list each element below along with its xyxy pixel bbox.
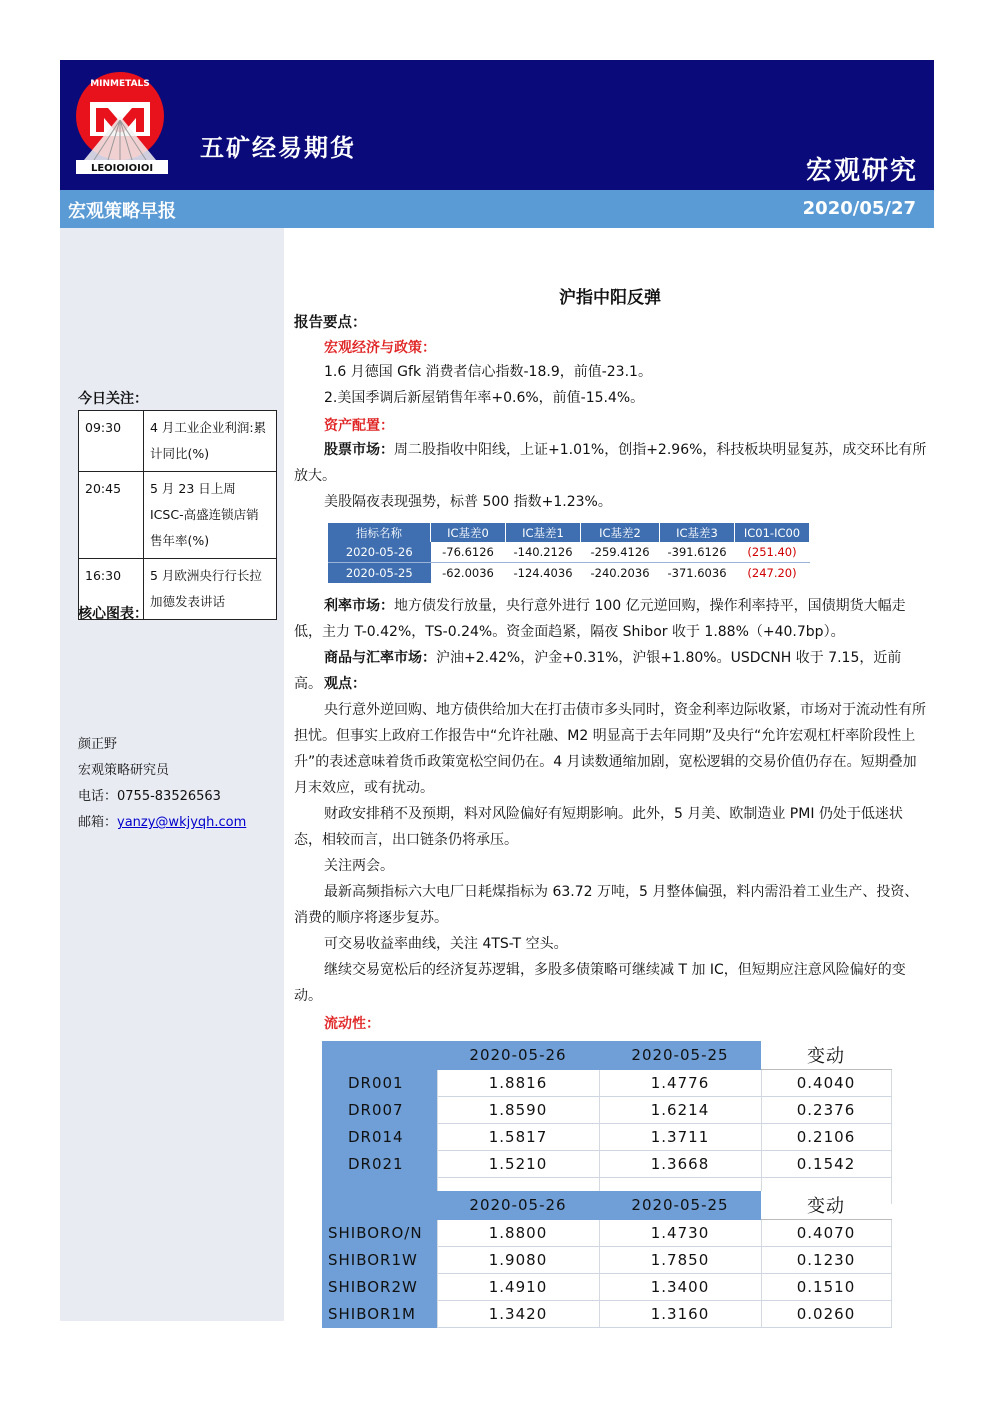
commodity-text: 沪油+2.42%，沪金+0.31%，沪银+1.80%。USDCNH 收于 7.15，近前高。 <box>294 650 902 692</box>
column-header: 2020-05-25 <box>599 1041 761 1070</box>
view-paragraph-5: 可交易收益率曲线，关注 4TS-T 空头。 <box>324 936 568 952</box>
table-row <box>79 472 277 559</box>
table-cell: 1.6214 <box>599 1097 761 1124</box>
report-date: 2020/05/27 <box>802 198 916 219</box>
table-cell: 0.2376 <box>761 1097 891 1124</box>
column-header: 2020-05-25 <box>599 1191 761 1220</box>
stock-text: 周二股指收中阳线，上证+1.01%，创指+2.96%，科技板块明显复苏，成交环比有所放大。 <box>294 442 927 484</box>
rate-name: DR001 <box>322 1070 437 1097</box>
report-type: 宏观策略早报 <box>68 201 176 222</box>
rate-name: SHIBOR1M <box>322 1301 437 1328</box>
column-header: 2020-05-26 <box>437 1041 599 1070</box>
table-cell: (251.40) <box>735 542 810 563</box>
table-cell: (247.20) <box>747 566 797 580</box>
corner-cell <box>322 1191 437 1220</box>
table-cell: -259.4126 <box>581 542 660 563</box>
asset-section-heading: 资产配置： <box>324 418 394 434</box>
rate-text: 地方债发行放量，央行意外进行 100 亿元逆回购，操作利率持平，国债期货大幅走低，主力 T-0.42%，TS-0.24%。资金面趋紧，隔夜 Shibor 收于 1.88%（+40.7bp）。 <box>294 598 906 640</box>
column-header: IC基差2 <box>581 523 660 542</box>
author-phone: 电话：0755-83526563 <box>78 789 221 804</box>
stock-paragraph <box>294 437 928 489</box>
column-header: IC01-IC00 <box>735 523 810 542</box>
table-cell: 0.1542 <box>761 1151 891 1178</box>
commodity-lead: 商品与汇率市场： <box>324 650 436 666</box>
table-cell: 1.4730 <box>599 1220 761 1247</box>
view-heading <box>294 671 928 697</box>
table-cell: 0.4070 <box>761 1220 891 1247</box>
table-cell: 1.3711 <box>599 1124 761 1151</box>
rate-name: SHIBOR2W <box>322 1274 437 1301</box>
table-cell: -140.2126 <box>506 542 581 563</box>
event-desc: 5 月 23 日上周 ICSC-高盛连锁店销售年率(%) <box>144 472 277 559</box>
column-header: IC基差0 <box>431 523 506 542</box>
table-header-row <box>322 1191 891 1220</box>
table-row <box>322 1247 891 1274</box>
table-cell: 1.4776 <box>599 1070 761 1097</box>
table-row <box>79 411 277 472</box>
core-chart-heading: 核心图表： <box>78 606 148 622</box>
table-row <box>322 1070 891 1097</box>
column-header: IC基差1 <box>506 523 581 542</box>
dr-rates-table <box>322 1041 892 1204</box>
author-email-row <box>78 811 246 830</box>
macro-item-2: 2.美国季调后新屋销售年率+0.6%，前值-15.4%。 <box>324 390 645 406</box>
table-row <box>328 542 810 563</box>
today-focus-heading: 今日关注： <box>78 391 148 407</box>
svg-text:LEOIOIOIOI: LEOIOIOIOI <box>90 163 154 174</box>
header-band <box>60 60 934 190</box>
author-name: 颜正野 <box>78 737 118 752</box>
table-cell: 1.3400 <box>599 1274 761 1301</box>
view-lead: 观点： <box>324 676 366 692</box>
company-name: 五矿经易期货 <box>200 134 356 162</box>
view-paragraph-2: 财政安排稍不及预期，料对风险偏好有短期影响。此外，5 月美、欧制造业 PMI 仍处于低迷状态，相较而言，出口链条仍将承压。 <box>294 806 903 848</box>
table-cell: 1.5210 <box>437 1151 599 1178</box>
rate-name: DR014 <box>322 1124 437 1151</box>
table-cell: 0.1510 <box>761 1274 891 1301</box>
macro-section-heading: 宏观经济与政策： <box>324 340 436 356</box>
column-header: 指标名称 <box>328 523 431 542</box>
column-header: 变动 <box>761 1191 891 1220</box>
table-cell: 1.5817 <box>437 1124 599 1151</box>
table-header-row <box>328 523 810 542</box>
event-desc: 5 月欧洲央行行长拉加德发表讲话 <box>144 559 277 620</box>
row-date: 2020-05-25 <box>328 563 431 584</box>
column-header: IC基差3 <box>660 523 735 542</box>
table-cell: 0.1230 <box>761 1247 891 1274</box>
table-cell: -240.2036 <box>590 566 650 580</box>
minmetals-logo <box>74 70 170 178</box>
table-cell: 1.4910 <box>437 1274 599 1301</box>
table-cell: 0.2106 <box>761 1124 891 1151</box>
table-row <box>322 1097 891 1124</box>
event-time: 20:45 <box>79 472 144 559</box>
event-time: 16:30 <box>79 559 144 620</box>
table-cell: -371.6036 <box>667 566 727 580</box>
liquidity-section-heading: 流动性： <box>324 1016 380 1032</box>
rate-name: DR007 <box>322 1097 437 1124</box>
table-cell: -124.4036 <box>513 566 573 580</box>
shibor-rates-table <box>322 1191 892 1328</box>
table-cell: 1.3420 <box>437 1301 599 1328</box>
table-cell: 1.8800 <box>437 1220 599 1247</box>
event-time: 09:30 <box>79 411 144 472</box>
rate-lead: 利率市场： <box>324 598 394 614</box>
table-cell: 1.7850 <box>599 1247 761 1274</box>
section-title: 宏观研究 <box>805 156 918 186</box>
email-label: 邮箱： <box>78 815 118 830</box>
table-cell: 1.3668 <box>599 1151 761 1178</box>
svg-text:MINMETALS: MINMETALS <box>90 79 150 89</box>
table-cell: 1.3160 <box>599 1301 761 1328</box>
ic-basis-table <box>328 523 810 583</box>
author-role: 宏观策略研究员 <box>78 763 170 778</box>
table-header-row <box>322 1041 891 1070</box>
table-row <box>328 563 810 584</box>
rate-paragraph <box>294 593 928 645</box>
table-row <box>322 1301 891 1328</box>
rate-name: DR021 <box>322 1151 437 1178</box>
table-cell: -76.6126 <box>431 542 506 563</box>
table-row <box>322 1124 891 1151</box>
table-cell: 0.4040 <box>761 1070 891 1097</box>
event-desc: 4 月工业企业利润:累计同比(%) <box>144 411 277 472</box>
view-paragraph-4: 最新高频指标六大电厂日耗煤指标为 63.72 万吨，5 月整体偏强，料内需沿着工业生产、投资、消费的顺序将逐步复苏。 <box>294 884 919 926</box>
column-header: 2020-05-26 <box>437 1191 599 1220</box>
stock-lead: 股票市场： <box>324 442 394 458</box>
macro-item-1: 1.6 月德国 Gfk 消费者信心指数-18.9，前值-23.1。 <box>324 364 652 380</box>
corner-cell <box>322 1041 437 1070</box>
table-row <box>322 1151 891 1178</box>
table-cell: 0.0260 <box>761 1301 891 1328</box>
view-paragraph-3: 关注两会。 <box>324 858 394 874</box>
column-header: 变动 <box>761 1041 891 1070</box>
table-cell: 1.9080 <box>437 1247 599 1274</box>
table-cell: -62.0036 <box>442 566 494 580</box>
row-date: 2020-05-26 <box>328 542 431 563</box>
email-link[interactable]: yanzy@wkjyqh.com <box>117 815 247 830</box>
key-points-heading: 报告要点： <box>294 315 367 331</box>
today-focus-table <box>78 410 277 620</box>
view-paragraph-1: 央行意外逆回购、地方债供给加大在打击债市多头同时，资金利率边际收紧，市场对于流动性有所担忧。但事实上政府工作报告中“允许社融、M2 明显高于去年同期”及央行“允许宏观杠杆率阶段性上升”的表述意味着货币政策宽松空间仍在。4 月读数通缩加剧，宽松逻辑的交易价值仍存在。短期叠加月末效应，或有扰动。 <box>294 702 926 796</box>
table-cell: -391.6126 <box>660 542 735 563</box>
table-row <box>322 1220 891 1247</box>
rate-name: SHIBORO/N <box>322 1220 437 1247</box>
table-row <box>322 1274 891 1301</box>
table-cell: 1.8816 <box>437 1070 599 1097</box>
us-stock-paragraph: 美股隔夜表现强势，标普 500 指数+1.23%。 <box>324 494 612 510</box>
report-title: 沪指中阳反弹 <box>559 288 661 308</box>
view-paragraph-6: 继续交易宽松后的经济复苏逻辑，多股多债策略可继续减 T 加 IC，但短期应注意风险偏好的变动。 <box>294 962 906 1004</box>
rate-name: SHIBOR1W <box>322 1247 437 1274</box>
table-cell: 1.8590 <box>437 1097 599 1124</box>
